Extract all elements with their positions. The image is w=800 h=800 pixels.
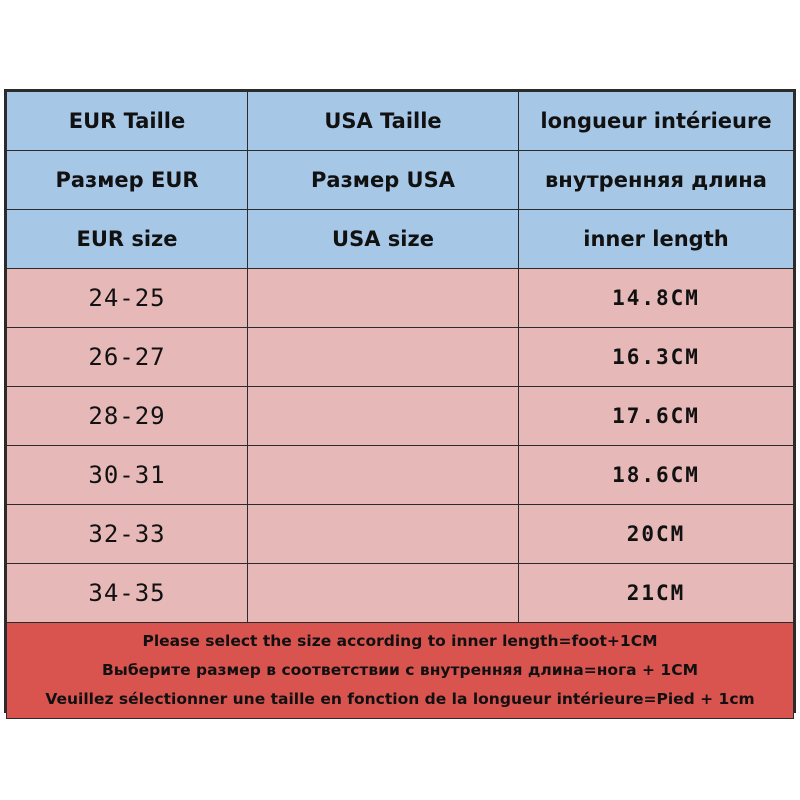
header-length-english: inner length: [519, 210, 794, 269]
usa-size-cell: [248, 505, 519, 564]
header-usa-russian: Размер USA: [248, 151, 519, 210]
eur-size-cell: 26-27: [7, 328, 248, 387]
table-row: [7, 564, 794, 623]
header-row-english: [7, 210, 794, 269]
size-chart-table: [6, 91, 794, 719]
inner-length-cell: 16.3CM: [519, 328, 794, 387]
eur-size-cell: 28-29: [7, 387, 248, 446]
eur-size-cell: 30-31: [7, 446, 248, 505]
header-usa-french: USA Taille: [248, 92, 519, 151]
inner-length-cell: 20CM: [519, 505, 794, 564]
header-usa-english: USA size: [248, 210, 519, 269]
usa-size-cell: [248, 564, 519, 623]
usa-size-cell: [248, 387, 519, 446]
eur-size-cell: 34-35: [7, 564, 248, 623]
table-row: [7, 446, 794, 505]
header-eur-russian: Размер EUR: [7, 151, 248, 210]
note-russian: Выберите размер в соответствии с внутренняя длина=нога + 1CM: [101, 661, 698, 679]
eur-size-cell: 32-33: [7, 505, 248, 564]
eur-size-cell: 24-25: [7, 269, 248, 328]
header-row-french: [7, 92, 794, 151]
size-chart-container: [4, 89, 796, 713]
table-row: [7, 387, 794, 446]
inner-length-cell: 18.6CM: [519, 446, 794, 505]
table-row: [7, 505, 794, 564]
usa-size-cell: [248, 328, 519, 387]
header-row-russian: [7, 151, 794, 210]
usa-size-cell: [248, 269, 519, 328]
inner-length-cell: 21CM: [519, 564, 794, 623]
inner-length-cell: 14.8CM: [519, 269, 794, 328]
header-length-russian: внутренняя длина: [519, 151, 794, 210]
usa-size-cell: [248, 446, 519, 505]
header-eur-french: EUR Taille: [7, 92, 248, 151]
table-row: [7, 328, 794, 387]
table-row: [7, 269, 794, 328]
header-eur-english: EUR size: [7, 210, 248, 269]
size-note-cell: [7, 623, 794, 719]
note-french: Veuillez sélectionner une taille en fonction de la longueur intérieure=Pied + 1cm: [45, 690, 755, 708]
note-english: Please select the size according to inner length=foot+1CM: [142, 632, 658, 650]
header-length-french: longueur intérieure: [519, 92, 794, 151]
inner-length-cell: 17.6CM: [519, 387, 794, 446]
size-note-row: [7, 623, 794, 719]
